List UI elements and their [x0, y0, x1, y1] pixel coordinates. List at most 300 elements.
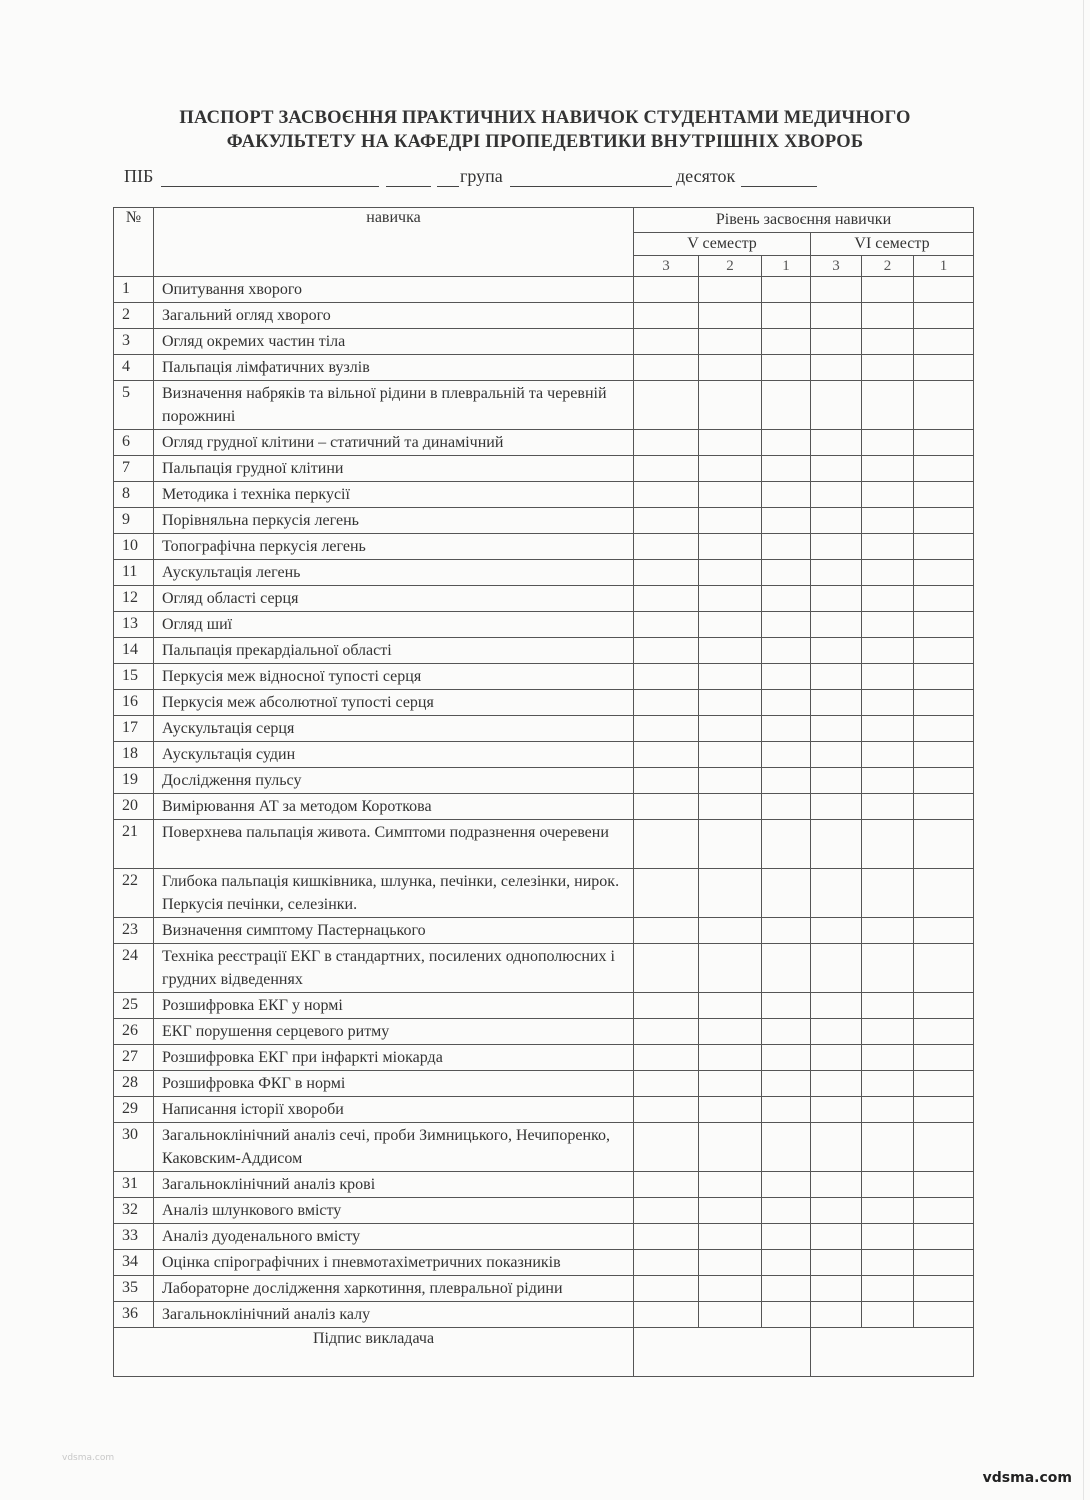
level-cell-vi-3[interactable]: [811, 430, 862, 456]
level-cell-v-2[interactable]: [699, 1019, 762, 1045]
group-prefix-line: [437, 186, 459, 187]
level-cell-v-1[interactable]: [762, 944, 811, 993]
level-cell-vi-3[interactable]: [811, 664, 862, 690]
level-cell-v-1[interactable]: [762, 482, 811, 508]
level-cell-v-3[interactable]: [634, 381, 699, 430]
level-cell-vi-1[interactable]: [914, 638, 974, 664]
row-skill: Загальноклінічний аналіз крові: [154, 1172, 634, 1198]
level-cell-v-3[interactable]: [634, 1250, 699, 1276]
level-cell-vi-2[interactable]: [862, 1045, 914, 1071]
level-cell-vi-1[interactable]: [914, 1224, 974, 1250]
level-cell-vi-2[interactable]: [862, 303, 914, 329]
row-skill: Лабораторне дослідження харкотиння, плевральної рідини: [154, 1276, 634, 1302]
row-skill: Аналіз дуоденального вмісту: [154, 1224, 634, 1250]
level-cell-v-3[interactable]: [634, 329, 699, 355]
level-cell-v-1[interactable]: [762, 820, 811, 869]
signature-cell-v[interactable]: [634, 1328, 811, 1377]
table-row: [114, 355, 974, 381]
level-cell-vi-2[interactable]: [862, 612, 914, 638]
level-cell-v-2[interactable]: [699, 993, 762, 1019]
level-cell-vi-2[interactable]: [862, 1224, 914, 1250]
level-cell-v-1[interactable]: [762, 560, 811, 586]
header-semester-vi: VI семестр: [811, 233, 974, 256]
level-cell-v-1[interactable]: [762, 1019, 811, 1045]
row-number: 1: [114, 277, 154, 303]
document-title: [0, 106, 1090, 154]
level-cell-vi-1[interactable]: [914, 690, 974, 716]
level-cell-v-3[interactable]: [634, 1198, 699, 1224]
row-skill: Вимірювання АТ за методом Короткова: [154, 794, 634, 820]
level-cell-v-1[interactable]: [762, 664, 811, 690]
table-row: [114, 690, 974, 716]
level-cell-vi-2[interactable]: [862, 664, 914, 690]
row-number: 6: [114, 430, 154, 456]
level-cell-vi-1[interactable]: [914, 944, 974, 993]
level-cell-v-2[interactable]: [699, 277, 762, 303]
row-skill: ЕКГ порушення серцевого ритму: [154, 1019, 634, 1045]
table-row: [114, 1302, 974, 1328]
level-cell-v-2[interactable]: [699, 508, 762, 534]
level-cell-vi-1[interactable]: [914, 820, 974, 869]
level-cell-v-2[interactable]: [699, 1302, 762, 1328]
level-cell-vi-3[interactable]: [811, 1172, 862, 1198]
level-cell-vi-3[interactable]: [811, 355, 862, 381]
level-cell-v-1[interactable]: [762, 918, 811, 944]
level-cell-v-3[interactable]: [634, 716, 699, 742]
level-cell-vi-2[interactable]: [862, 560, 914, 586]
level-cell-v-3[interactable]: [634, 1172, 699, 1198]
level-cell-vi-1[interactable]: [914, 664, 974, 690]
level-cell-v-1[interactable]: [762, 534, 811, 560]
level-cell-v-1[interactable]: [762, 869, 811, 918]
level-cell-vi-1[interactable]: [914, 508, 974, 534]
level-cell-v-2[interactable]: [699, 381, 762, 430]
level-cell-vi-3[interactable]: [811, 534, 862, 560]
level-cell-vi-1[interactable]: [914, 1071, 974, 1097]
level-cell-v-1[interactable]: [762, 1302, 811, 1328]
level-cell-v-1[interactable]: [762, 586, 811, 612]
title-line-2: ФАКУЛЬТЕТУ НА КАФЕДРІ ПРОПЕДЕВТИКИ ВНУТРІШНІХ ХВОРОБ: [226, 132, 864, 152]
level-cell-v-2[interactable]: [699, 1198, 762, 1224]
level-cell-vi-3[interactable]: [811, 456, 862, 482]
level-cell-vi-2[interactable]: [862, 638, 914, 664]
level-cell-vi-2[interactable]: [862, 742, 914, 768]
level-cell-vi-3[interactable]: [811, 303, 862, 329]
level-cell-vi-2[interactable]: [862, 993, 914, 1019]
level-cell-v-3[interactable]: [634, 1123, 699, 1172]
row-number: 36: [114, 1302, 154, 1328]
level-cell-vi-3[interactable]: [811, 918, 862, 944]
level-cell-vi-2[interactable]: [862, 1276, 914, 1302]
level-cell-v-3[interactable]: [634, 690, 699, 716]
level-cell-vi-1[interactable]: [914, 768, 974, 794]
row-skill: Загальноклінічний аналіз сечі, проби Зимницького, Нечипоренко, Каковским-Аддисом: [154, 1123, 634, 1172]
header-number: №: [114, 208, 154, 277]
level-cell-vi-1[interactable]: [914, 329, 974, 355]
row-skill: Огляд грудної клітини – статичний та динамічний: [154, 430, 634, 456]
row-skill: Опитування хворого: [154, 277, 634, 303]
signature-cell-vi[interactable]: [811, 1328, 974, 1377]
level-cell-vi-3[interactable]: [811, 1276, 862, 1302]
level-cell-v-2[interactable]: [699, 482, 762, 508]
level-cell-vi-1[interactable]: [914, 456, 974, 482]
level-cell-vi-3[interactable]: [811, 1302, 862, 1328]
level-cell-vi-3[interactable]: [811, 820, 862, 869]
level-cell-v-2[interactable]: [699, 612, 762, 638]
table-row: [114, 794, 974, 820]
table-row: [114, 612, 974, 638]
level-cell-vi-2[interactable]: [862, 329, 914, 355]
level-cell-vi-3[interactable]: [811, 612, 862, 638]
row-number: 21: [114, 820, 154, 869]
row-number: 18: [114, 742, 154, 768]
level-cell-v-1[interactable]: [762, 690, 811, 716]
level-cell-v-2[interactable]: [699, 430, 762, 456]
level-cell-v-1[interactable]: [762, 1172, 811, 1198]
level-cell-vi-2[interactable]: [862, 534, 914, 560]
level-cell-vi-1[interactable]: [914, 560, 974, 586]
row-skill: Аускультація судин: [154, 742, 634, 768]
level-cell-vi-3[interactable]: [811, 1019, 862, 1045]
level-cell-v-1[interactable]: [762, 1097, 811, 1123]
level-cell-v-2[interactable]: [699, 690, 762, 716]
row-skill: Огляд шиї: [154, 612, 634, 638]
table-row: [114, 1019, 974, 1045]
table-row: [114, 993, 974, 1019]
level-cell-v-3[interactable]: [634, 456, 699, 482]
level-cell-v-2[interactable]: [699, 1097, 762, 1123]
level-cell-v-2[interactable]: [699, 742, 762, 768]
level-cell-vi-2[interactable]: [862, 1123, 914, 1172]
level-cell-vi-1[interactable]: [914, 716, 974, 742]
level-cell-vi-3[interactable]: [811, 508, 862, 534]
level-cell-vi-3[interactable]: [811, 690, 862, 716]
level-cell-vi-2[interactable]: [862, 586, 914, 612]
level-cell-vi-3[interactable]: [811, 1097, 862, 1123]
level-cell-vi-2[interactable]: [862, 1302, 914, 1328]
level-cell-v-1[interactable]: [762, 1198, 811, 1224]
level-cell-v-2[interactable]: [699, 1045, 762, 1071]
level-cell-v-2[interactable]: [699, 820, 762, 869]
level-cell-vi-2[interactable]: [862, 944, 914, 993]
pib-field-extra[interactable]: [386, 186, 431, 187]
level-cell-vi-1[interactable]: [914, 1123, 974, 1172]
level-cell-vi-2[interactable]: [862, 1097, 914, 1123]
level-cell-vi-1[interactable]: [914, 1019, 974, 1045]
table-row: [114, 1123, 974, 1172]
level-cell-vi-1[interactable]: [914, 993, 974, 1019]
level-cell-v-2[interactable]: [699, 534, 762, 560]
level-cell-v-2[interactable]: [699, 944, 762, 993]
signature-row: [114, 1328, 974, 1377]
level-cell-vi-3[interactable]: [811, 638, 862, 664]
level-cell-vi-2[interactable]: [862, 381, 914, 430]
group-label: група: [460, 166, 503, 186]
row-skill: Загальний огляд хворого: [154, 303, 634, 329]
level-cell-vi-1[interactable]: [914, 869, 974, 918]
row-skill: Поверхнева пальпація живота. Симптоми подразнення очеревени: [154, 820, 634, 869]
level-cell-vi-1[interactable]: [914, 1276, 974, 1302]
level-cell-v-3[interactable]: [634, 742, 699, 768]
footer-brand: vdsma.com: [982, 1470, 1072, 1486]
level-cell-v-3[interactable]: [634, 664, 699, 690]
row-number: 29: [114, 1097, 154, 1123]
level-cell-vi-2[interactable]: [862, 1172, 914, 1198]
level-cell-v-3[interactable]: [634, 1019, 699, 1045]
level-cell-v-2[interactable]: [699, 355, 762, 381]
ten-label: десяток: [676, 166, 736, 186]
level-cell-v-2[interactable]: [699, 794, 762, 820]
level-cell-vi-2[interactable]: [862, 820, 914, 869]
level-cell-v-2[interactable]: [699, 1123, 762, 1172]
level-cell-v-2[interactable]: [699, 586, 762, 612]
level-cell-vi-3[interactable]: [811, 560, 862, 586]
level-cell-v-3[interactable]: [634, 820, 699, 869]
level-cell-v-3[interactable]: [634, 1045, 699, 1071]
level-cell-vi-1[interactable]: [914, 1302, 974, 1328]
level-cell-v-2[interactable]: [699, 664, 762, 690]
level-cell-v-3[interactable]: [634, 1224, 699, 1250]
level-cell-v-1[interactable]: [762, 1045, 811, 1071]
level-cell-vi-1[interactable]: [914, 534, 974, 560]
level-cell-vi-3[interactable]: [811, 586, 862, 612]
level-cell-vi-2[interactable]: [862, 355, 914, 381]
level-cell-v-3[interactable]: [634, 355, 699, 381]
row-skill: Глибока пальпація кишківника, шлунка, печінки, селезінки, нирок. Перкусія печінки, селезінки.: [154, 869, 634, 918]
header-level-vi-2: 2: [862, 256, 914, 277]
level-cell-v-3[interactable]: [634, 1097, 699, 1123]
level-cell-v-1[interactable]: [762, 742, 811, 768]
level-cell-v-2[interactable]: [699, 1276, 762, 1302]
level-cell-vi-3[interactable]: [811, 1224, 862, 1250]
level-cell-v-3[interactable]: [634, 768, 699, 794]
level-cell-v-1[interactable]: [762, 456, 811, 482]
level-cell-vi-3[interactable]: [811, 1123, 862, 1172]
level-cell-v-1[interactable]: [762, 303, 811, 329]
table-row: [114, 482, 974, 508]
level-cell-v-2[interactable]: [699, 329, 762, 355]
row-skill: Перкусія меж відносної тупості серця: [154, 664, 634, 690]
row-number: 34: [114, 1250, 154, 1276]
level-cell-v-1[interactable]: [762, 638, 811, 664]
skills-table: [113, 207, 974, 1377]
level-cell-v-1[interactable]: [762, 1123, 811, 1172]
header-skill: навичка: [154, 208, 634, 277]
level-cell-vi-2[interactable]: [862, 508, 914, 534]
table-row: [114, 742, 974, 768]
level-cell-vi-1[interactable]: [914, 1172, 974, 1198]
level-cell-vi-1[interactable]: [914, 355, 974, 381]
level-cell-vi-2[interactable]: [862, 794, 914, 820]
level-cell-vi-1[interactable]: [914, 303, 974, 329]
level-cell-vi-3[interactable]: [811, 742, 862, 768]
level-cell-vi-2[interactable]: [862, 1198, 914, 1224]
level-cell-vi-3[interactable]: [811, 869, 862, 918]
level-cell-v-2[interactable]: [699, 869, 762, 918]
level-cell-vi-1[interactable]: [914, 482, 974, 508]
level-cell-v-3[interactable]: [634, 794, 699, 820]
level-cell-v-1[interactable]: [762, 993, 811, 1019]
level-cell-vi-1[interactable]: [914, 381, 974, 430]
level-cell-v-3[interactable]: [634, 430, 699, 456]
level-cell-vi-2[interactable]: [862, 1019, 914, 1045]
level-cell-v-1[interactable]: [762, 430, 811, 456]
pib-label: ПІБ: [124, 166, 154, 186]
row-skill: Загальноклінічний аналіз калу: [154, 1302, 634, 1328]
level-cell-vi-1[interactable]: [914, 277, 974, 303]
level-cell-v-1[interactable]: [762, 381, 811, 430]
ten-field[interactable]: [741, 186, 817, 187]
level-cell-vi-2[interactable]: [862, 430, 914, 456]
level-cell-vi-2[interactable]: [862, 1071, 914, 1097]
level-cell-v-1[interactable]: [762, 716, 811, 742]
level-cell-vi-1[interactable]: [914, 612, 974, 638]
level-cell-v-2[interactable]: [699, 560, 762, 586]
table-row: [114, 1276, 974, 1302]
level-cell-v-3[interactable]: [634, 277, 699, 303]
row-skill: Дослідження пульсу: [154, 768, 634, 794]
level-cell-v-3[interactable]: [634, 993, 699, 1019]
level-cell-vi-3[interactable]: [811, 993, 862, 1019]
pib-field[interactable]: [161, 186, 379, 187]
level-cell-v-3[interactable]: [634, 1276, 699, 1302]
level-cell-v-1[interactable]: [762, 508, 811, 534]
level-cell-vi-3[interactable]: [811, 1250, 862, 1276]
level-cell-vi-3[interactable]: [811, 944, 862, 993]
row-skill: Аускультація серця: [154, 716, 634, 742]
level-cell-vi-2[interactable]: [862, 277, 914, 303]
table-row: [114, 586, 974, 612]
level-cell-vi-1[interactable]: [914, 1250, 974, 1276]
level-cell-v-2[interactable]: [699, 303, 762, 329]
level-cell-vi-2[interactable]: [862, 768, 914, 794]
level-cell-v-2[interactable]: [699, 638, 762, 664]
level-cell-v-2[interactable]: [699, 1172, 762, 1198]
level-cell-vi-2[interactable]: [862, 456, 914, 482]
row-number: 9: [114, 508, 154, 534]
group-field[interactable]: [510, 186, 672, 187]
row-number: 28: [114, 1071, 154, 1097]
level-cell-v-3[interactable]: [634, 944, 699, 993]
level-cell-vi-3[interactable]: [811, 329, 862, 355]
level-cell-vi-1[interactable]: [914, 430, 974, 456]
row-skill: Техніка реєстрації ЕКГ в стандартних, посилених однополюсних і грудних відведеннях: [154, 944, 634, 993]
level-cell-vi-2[interactable]: [862, 918, 914, 944]
level-cell-vi-3[interactable]: [811, 716, 862, 742]
level-cell-vi-2[interactable]: [862, 716, 914, 742]
level-cell-v-1[interactable]: [762, 612, 811, 638]
level-cell-v-2[interactable]: [699, 1071, 762, 1097]
table-row: [114, 1097, 974, 1123]
level-cell-v-3[interactable]: [634, 869, 699, 918]
level-cell-v-2[interactable]: [699, 1250, 762, 1276]
level-cell-v-1[interactable]: [762, 1071, 811, 1097]
level-cell-vi-3[interactable]: [811, 1071, 862, 1097]
row-number: 30: [114, 1123, 154, 1172]
level-cell-v-3[interactable]: [634, 482, 699, 508]
level-cell-vi-3[interactable]: [811, 482, 862, 508]
level-cell-vi-1[interactable]: [914, 586, 974, 612]
level-cell-v-3[interactable]: [634, 508, 699, 534]
level-cell-v-1[interactable]: [762, 1250, 811, 1276]
row-number: 31: [114, 1172, 154, 1198]
level-cell-v-1[interactable]: [762, 277, 811, 303]
row-skill: Розшифровка ЕКГ при інфаркті міокарда: [154, 1045, 634, 1071]
level-cell-v-1[interactable]: [762, 794, 811, 820]
level-cell-v-1[interactable]: [762, 329, 811, 355]
row-number: 8: [114, 482, 154, 508]
table-row: [114, 508, 974, 534]
level-cell-v-1[interactable]: [762, 355, 811, 381]
level-cell-v-3[interactable]: [634, 638, 699, 664]
level-cell-vi-3[interactable]: [811, 1198, 862, 1224]
row-number: 35: [114, 1276, 154, 1302]
level-cell-vi-1[interactable]: [914, 1198, 974, 1224]
level-cell-v-1[interactable]: [762, 1224, 811, 1250]
row-number: 11: [114, 560, 154, 586]
table-row: [114, 560, 974, 586]
level-cell-v-1[interactable]: [762, 1276, 811, 1302]
row-number: 24: [114, 944, 154, 993]
level-cell-vi-3[interactable]: [811, 277, 862, 303]
row-number: 7: [114, 456, 154, 482]
table-row: [114, 430, 974, 456]
row-number: 22: [114, 869, 154, 918]
table-row: [114, 820, 974, 869]
level-cell-v-3[interactable]: [634, 918, 699, 944]
level-cell-v-2[interactable]: [699, 716, 762, 742]
level-cell-vi-3[interactable]: [811, 1045, 862, 1071]
table-row: [114, 944, 974, 993]
level-cell-v-3[interactable]: [634, 586, 699, 612]
row-skill: Аускультація легень: [154, 560, 634, 586]
level-cell-v-2[interactable]: [699, 918, 762, 944]
table-row: [114, 1071, 974, 1097]
row-skill: Огляд області серця: [154, 586, 634, 612]
level-cell-v-1[interactable]: [762, 768, 811, 794]
level-cell-vi-1[interactable]: [914, 1045, 974, 1071]
row-number: 12: [114, 586, 154, 612]
level-cell-v-2[interactable]: [699, 456, 762, 482]
level-cell-v-2[interactable]: [699, 768, 762, 794]
header-level-vi-3: 3: [811, 256, 862, 277]
level-cell-v-3[interactable]: [634, 303, 699, 329]
level-cell-vi-3[interactable]: [811, 768, 862, 794]
level-cell-v-3[interactable]: [634, 1071, 699, 1097]
level-cell-vi-2[interactable]: [862, 1250, 914, 1276]
level-cell-vi-3[interactable]: [811, 381, 862, 430]
level-cell-v-3[interactable]: [634, 1302, 699, 1328]
level-cell-vi-3[interactable]: [811, 794, 862, 820]
row-skill: Розшифровка ЕКГ у нормі: [154, 993, 634, 1019]
level-cell-vi-1[interactable]: [914, 742, 974, 768]
row-number: 3: [114, 329, 154, 355]
row-skill: Пальпація грудної клітини: [154, 456, 634, 482]
level-cell-vi-2[interactable]: [862, 690, 914, 716]
header-level: Рівень засвоєння навички: [634, 208, 974, 233]
level-cell-vi-1[interactable]: [914, 1097, 974, 1123]
level-cell-vi-1[interactable]: [914, 794, 974, 820]
level-cell-vi-2[interactable]: [862, 482, 914, 508]
level-cell-vi-1[interactable]: [914, 918, 974, 944]
level-cell-v-3[interactable]: [634, 534, 699, 560]
level-cell-v-2[interactable]: [699, 1224, 762, 1250]
row-skill: Розшифровка ФКГ в нормі: [154, 1071, 634, 1097]
level-cell-v-3[interactable]: [634, 612, 699, 638]
level-cell-v-3[interactable]: [634, 560, 699, 586]
signature-label: Підпис викладача: [114, 1328, 634, 1377]
level-cell-vi-2[interactable]: [862, 869, 914, 918]
